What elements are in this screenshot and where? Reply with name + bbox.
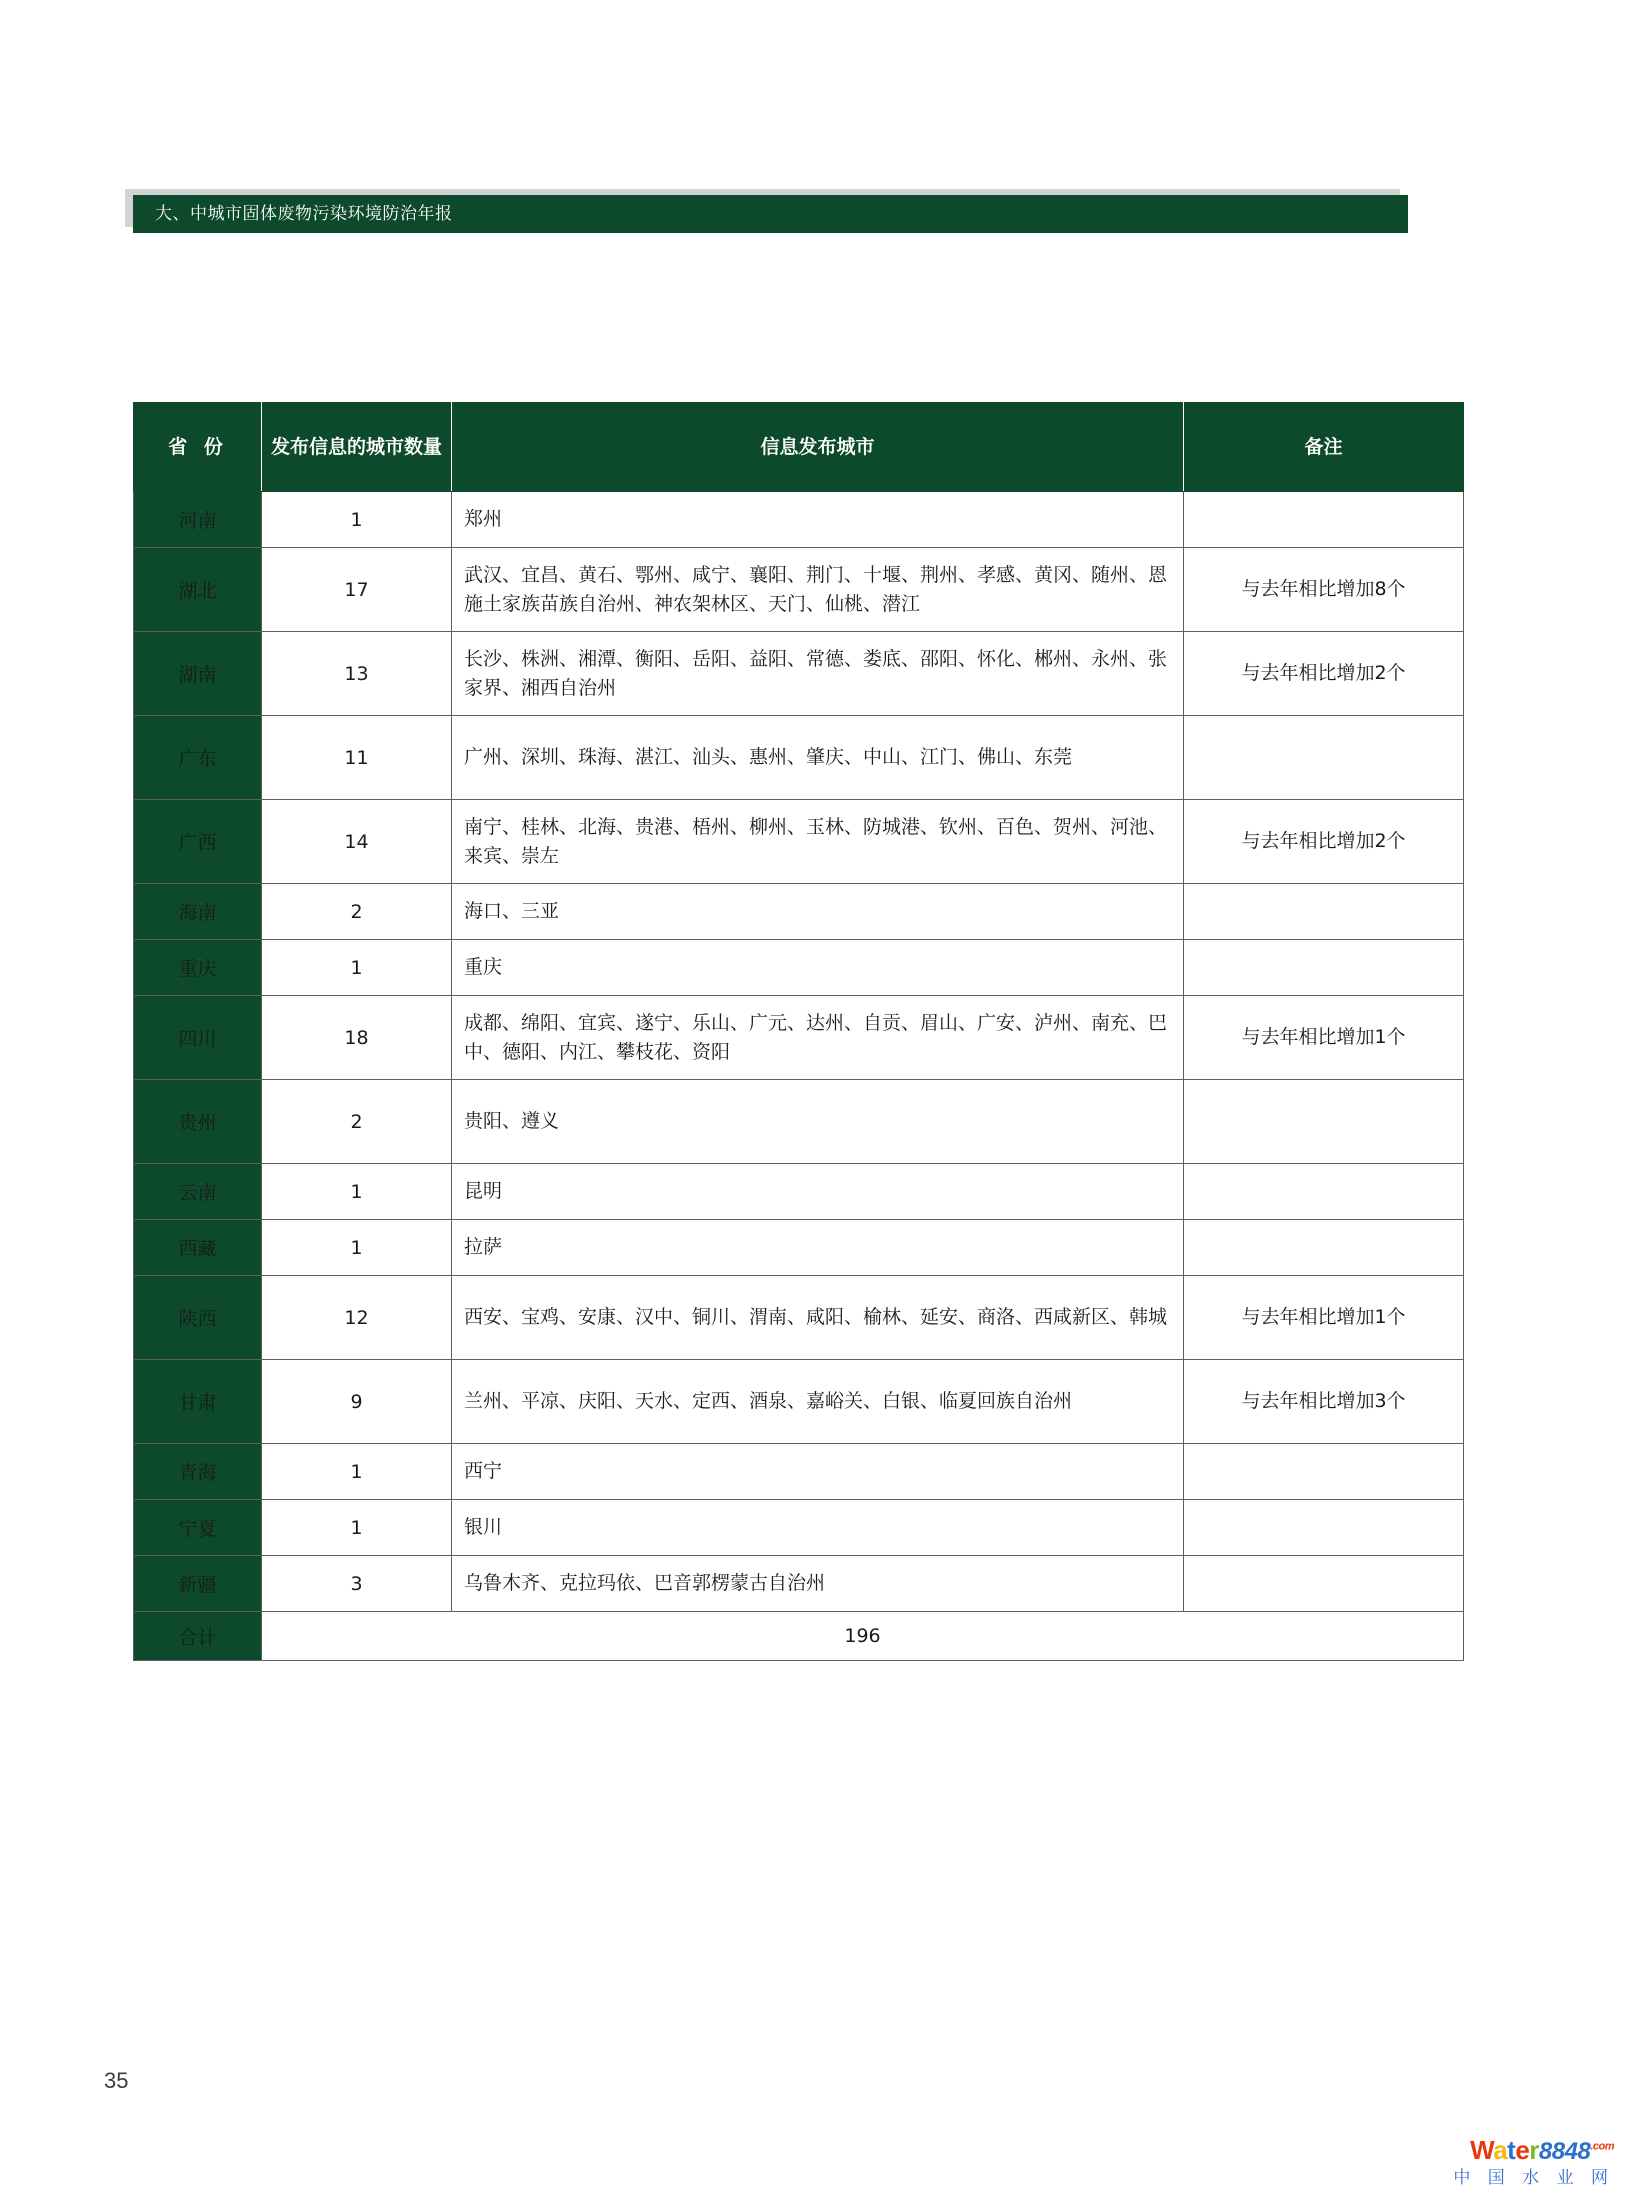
table-header-row (134, 403, 1464, 492)
column-header-city-count: 发布信息的城市数量 (262, 403, 452, 492)
watermark-letter-e: e (1515, 2135, 1530, 2165)
cell-province: 云南 (134, 1164, 262, 1220)
table-row (134, 1276, 1464, 1360)
cell-cities: 昆明 (452, 1164, 1184, 1220)
cell-province: 陕西 (134, 1276, 262, 1360)
cell-city-count: 1 (262, 1164, 452, 1220)
table-container (133, 402, 1463, 1661)
cell-remark: 与去年相比增加8个 (1184, 548, 1464, 632)
cell-remark: 与去年相比增加2个 (1184, 800, 1464, 884)
table-row (134, 1360, 1464, 1444)
cell-cities: 贵阳、遵义 (452, 1080, 1184, 1164)
cell-city-count: 1 (262, 940, 452, 996)
cell-total-label: 合计 (134, 1612, 262, 1661)
cell-remark (1184, 1500, 1464, 1556)
cell-city-count: 1 (262, 1220, 452, 1276)
table-row (134, 1500, 1464, 1556)
cell-remark (1184, 716, 1464, 800)
cell-cities: 南宁、桂林、北海、贵港、梧州、柳州、玉林、防城港、钦州、百色、贺州、河池、来宾、崇左 (452, 800, 1184, 884)
cell-province: 甘肃 (134, 1360, 262, 1444)
cell-remark (1184, 1444, 1464, 1500)
column-header-cities: 信息发布城市 (452, 403, 1184, 492)
cell-cities: 海口、三亚 (452, 884, 1184, 940)
cell-city-count: 1 (262, 1500, 452, 1556)
cell-cities: 乌鲁木齐、克拉玛依、巴音郭楞蒙古自治州 (452, 1556, 1184, 1612)
table-row (134, 996, 1464, 1080)
cell-city-count: 12 (262, 1276, 452, 1360)
cell-remark (1184, 940, 1464, 996)
cell-remark: 与去年相比增加1个 (1184, 996, 1464, 1080)
cell-province: 贵州 (134, 1080, 262, 1164)
cell-province: 河南 (134, 492, 262, 548)
cell-cities: 兰州、平凉、庆阳、天水、定西、酒泉、嘉峪关、白银、临夏回族自治州 (452, 1360, 1184, 1444)
cell-city-count: 2 (262, 884, 452, 940)
cell-remark (1184, 1220, 1464, 1276)
cell-city-count: 14 (262, 800, 452, 884)
cell-cities: 郑州 (452, 492, 1184, 548)
header-title: 大、中城市固体废物污染环境防治年报 (155, 204, 453, 224)
watermark-tld: .com (1590, 2140, 1614, 2153)
table-row (134, 1080, 1464, 1164)
watermark-letter-r: r (1529, 2135, 1539, 2165)
cell-remark: 与去年相比增加3个 (1184, 1360, 1464, 1444)
watermark (1453, 2137, 1614, 2187)
watermark-letter-t: t (1507, 2135, 1516, 2165)
cell-remark (1184, 492, 1464, 548)
cell-remark: 与去年相比增加2个 (1184, 632, 1464, 716)
cell-city-count: 1 (262, 1444, 452, 1500)
cell-city-count: 1 (262, 492, 452, 548)
cell-cities: 武汉、宜昌、黄石、鄂州、咸宁、襄阳、荆门、十堰、荆州、孝感、黄冈、随州、恩施土家族苗族自治州、神农架林区、天门、仙桃、潜江 (452, 548, 1184, 632)
cell-cities: 广州、深圳、珠海、湛江、汕头、惠州、肇庆、中山、江门、佛山、东莞 (452, 716, 1184, 800)
cell-remark (1184, 884, 1464, 940)
watermark-number: 8848 (1538, 2138, 1591, 2165)
cell-province: 四川 (134, 996, 262, 1080)
table-total-row (134, 1612, 1464, 1661)
cell-cities: 重庆 (452, 940, 1184, 996)
table-row (134, 716, 1464, 800)
watermark-letter-w: W (1470, 2135, 1494, 2165)
cell-province: 新疆 (134, 1556, 262, 1612)
cell-province: 湖南 (134, 632, 262, 716)
table-row (134, 1164, 1464, 1220)
cell-province: 西藏 (134, 1220, 262, 1276)
cell-cities: 长沙、株洲、湘潭、衡阳、岳阳、益阳、常德、娄底、邵阳、怀化、郴州、永州、张家界、湘西自治州 (452, 632, 1184, 716)
cell-cities: 拉萨 (452, 1220, 1184, 1276)
page-number: 35 (104, 2068, 129, 2093)
table-row (134, 492, 1464, 548)
cell-province: 青海 (134, 1444, 262, 1500)
table-row (134, 940, 1464, 996)
cell-cities: 西宁 (452, 1444, 1184, 1500)
cell-remark: 与去年相比增加1个 (1184, 1276, 1464, 1360)
cell-city-count: 18 (262, 996, 452, 1080)
table-row (134, 1556, 1464, 1612)
cell-remark (1184, 1164, 1464, 1220)
cell-province: 重庆 (134, 940, 262, 996)
table-header (134, 403, 1464, 492)
cell-cities: 成都、绵阳、宜宾、遂宁、乐山、广元、达州、自贡、眉山、广安、泸州、南充、巴中、德阳、内江、攀枝花、资阳 (452, 996, 1184, 1080)
cell-province: 广西 (134, 800, 262, 884)
cell-city-count: 17 (262, 548, 452, 632)
cell-city-count: 9 (262, 1360, 452, 1444)
cell-city-count: 2 (262, 1080, 452, 1164)
table-row (134, 884, 1464, 940)
cell-city-count: 13 (262, 632, 452, 716)
cell-cities: 西安、宝鸡、安康、汉中、铜川、渭南、咸阳、榆林、延安、商洛、西咸新区、韩城 (452, 1276, 1184, 1360)
watermark-chinese-name: 中 国 水 业 网 (1453, 2168, 1614, 2188)
table-row (134, 548, 1464, 632)
watermark-letter-a: a (1493, 2135, 1508, 2165)
cell-remark (1184, 1556, 1464, 1612)
cell-remark (1184, 1080, 1464, 1164)
running-header (133, 195, 1408, 233)
table-row (134, 1220, 1464, 1276)
cell-province: 广东 (134, 716, 262, 800)
column-header-remark: 备注 (1184, 403, 1464, 492)
cell-total-value: 196 (262, 1612, 1464, 1661)
watermark-brand (1453, 2137, 1614, 2164)
cell-city-count: 11 (262, 716, 452, 800)
cell-province: 宁夏 (134, 1500, 262, 1556)
cell-province: 海南 (134, 884, 262, 940)
cell-city-count: 3 (262, 1556, 452, 1612)
column-header-province: 省 份 (134, 403, 262, 492)
cell-province: 湖北 (134, 548, 262, 632)
table-row (134, 1444, 1464, 1500)
cell-cities: 银川 (452, 1500, 1184, 1556)
table-row (134, 800, 1464, 884)
table-body (134, 492, 1464, 1661)
province-city-table (133, 402, 1464, 1661)
table-row (134, 632, 1464, 716)
